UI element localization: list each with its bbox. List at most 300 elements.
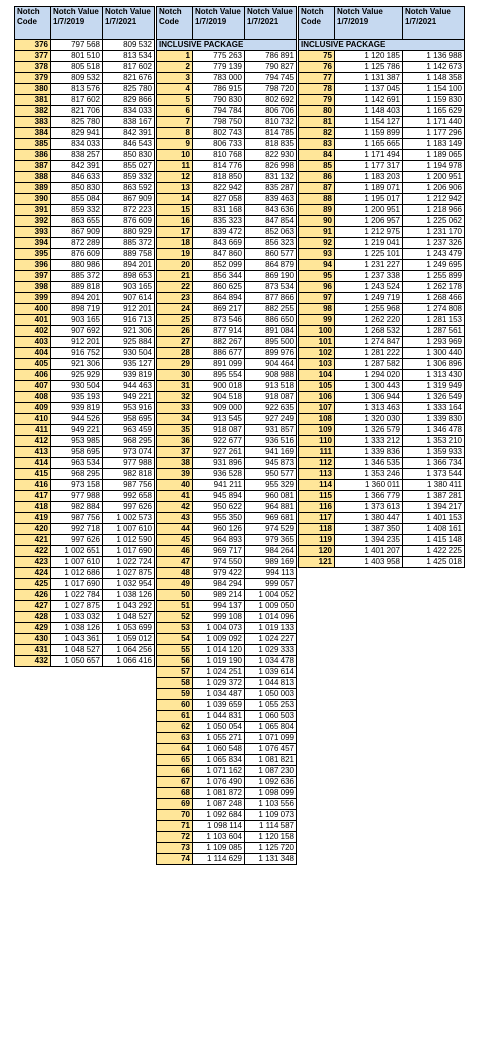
- value-2019-cell: 969 717: [193, 546, 245, 557]
- table-row: [299, 150, 465, 161]
- value-2021-cell: 1 109 073: [245, 810, 297, 821]
- table-row: [157, 788, 297, 799]
- value-2021-cell: 921 306: [103, 326, 155, 337]
- notch-code-cell: 426: [15, 590, 51, 601]
- notch-code-cell: 394: [15, 238, 51, 249]
- value-2019-cell: 1 120 185: [335, 51, 403, 62]
- value-2021-cell: 817 602: [103, 62, 155, 73]
- value-2019-cell: 797 568: [51, 40, 103, 51]
- value-2019-cell: 873 546: [193, 315, 245, 326]
- table-row: [157, 348, 297, 359]
- notch-code-cell: 429: [15, 623, 51, 634]
- value-2019-cell: 1 022 784: [51, 590, 103, 601]
- table-row: [15, 304, 155, 315]
- value-2019-cell: 1 131 387: [335, 73, 403, 84]
- notch-code-cell: 386: [15, 150, 51, 161]
- value-2019-cell: 964 893: [193, 535, 245, 546]
- value-2021-cell: 821 676: [103, 73, 155, 84]
- notch-code-cell: 37: [157, 447, 193, 458]
- value-2019-cell: 855 084: [51, 194, 103, 205]
- value-2019-cell: 818 850: [193, 172, 245, 183]
- notch-code-cell: 29: [157, 359, 193, 370]
- value-2019-cell: 814 776: [193, 161, 245, 172]
- table-row: [299, 469, 465, 480]
- notch-code-cell: 111: [299, 447, 335, 458]
- notch-code-cell: 8: [157, 128, 193, 139]
- value-2021-cell: 1 366 734: [403, 458, 465, 469]
- table-row: [157, 62, 297, 73]
- table-row: [299, 172, 465, 183]
- notch-code-cell: 15: [157, 205, 193, 216]
- value-2019-cell: 1 038 126: [51, 623, 103, 634]
- notch-code-cell: 68: [157, 788, 193, 799]
- value-2021-cell: 992 658: [103, 491, 155, 502]
- value-2021-cell: 1 394 217: [403, 502, 465, 513]
- table-row: [15, 579, 155, 590]
- value-2021-cell: 913 518: [245, 381, 297, 392]
- table-row: [157, 777, 297, 788]
- value-2021-cell: 1 039 614: [245, 667, 297, 678]
- value-2019-cell: 850 830: [51, 183, 103, 194]
- table-row: [157, 502, 297, 513]
- value-2021-cell: 843 636: [245, 205, 297, 216]
- notch-code-cell: 78: [299, 84, 335, 95]
- value-2019-cell: 885 372: [51, 271, 103, 282]
- notch-code-cell: 45: [157, 535, 193, 546]
- value-2021-cell: 1 319 949: [403, 381, 465, 392]
- value-2019-cell: 979 422: [193, 568, 245, 579]
- value-2019-cell: 860 625: [193, 282, 245, 293]
- value-2021-cell: 1 165 629: [403, 106, 465, 117]
- value-2021-cell: 1 007 610: [103, 524, 155, 535]
- table-row: [299, 414, 465, 425]
- notch-code-cell: 92: [299, 238, 335, 249]
- notch-code-cell: 390: [15, 194, 51, 205]
- header-value-2019: Notch Value 1/7/2019: [335, 7, 403, 40]
- notch-code-cell: 395: [15, 249, 51, 260]
- notch-code-cell: 27: [157, 337, 193, 348]
- value-2019-cell: 925 929: [51, 370, 103, 381]
- table-row: [299, 447, 465, 458]
- value-2021-cell: 1 053 699: [103, 623, 155, 634]
- table-row: [15, 612, 155, 623]
- notch-code-cell: 96: [299, 282, 335, 293]
- notch-code-cell: 101: [299, 337, 335, 348]
- header-notch-code: Notch Code: [15, 7, 51, 40]
- value-2019-cell: 1 148 403: [335, 106, 403, 117]
- header-notch-code: Notch Code: [299, 7, 335, 40]
- table-row: [157, 678, 297, 689]
- notch-code-cell: 90: [299, 216, 335, 227]
- value-2019-cell: 1 165 665: [335, 139, 403, 150]
- notch-code-cell: 59: [157, 689, 193, 700]
- notch-code-cell: 402: [15, 326, 51, 337]
- notch-code-cell: 88: [299, 194, 335, 205]
- value-2021-cell: 1 373 544: [403, 469, 465, 480]
- value-2021-cell: 809 532: [103, 40, 155, 51]
- value-2021-cell: 867 909: [103, 194, 155, 205]
- value-2021-cell: 1 401 153: [403, 513, 465, 524]
- notch-code-cell: 415: [15, 469, 51, 480]
- table-row: [157, 205, 297, 216]
- value-2021-cell: 963 459: [103, 425, 155, 436]
- value-2019-cell: 1 142 691: [335, 95, 403, 106]
- value-2019-cell: 1 055 271: [193, 733, 245, 744]
- table-row: [15, 524, 155, 535]
- value-2021-cell: 969 681: [245, 513, 297, 524]
- notch-code-cell: 14: [157, 194, 193, 205]
- value-2021-cell: 813 534: [103, 51, 155, 62]
- value-2019-cell: 801 510: [51, 51, 103, 62]
- notch-code-cell: 421: [15, 535, 51, 546]
- table-row: [157, 568, 297, 579]
- value-2019-cell: 953 985: [51, 436, 103, 447]
- value-2021-cell: 1 274 808: [403, 304, 465, 315]
- table-row: [157, 513, 297, 524]
- table-row: [157, 183, 297, 194]
- value-2021-cell: 1 359 933: [403, 447, 465, 458]
- table-row: [157, 304, 297, 315]
- table-row: [157, 381, 297, 392]
- value-2021-cell: 907 614: [103, 293, 155, 304]
- value-2021-cell: 1 059 012: [103, 634, 155, 645]
- value-2021-cell: 958 695: [103, 414, 155, 425]
- value-2021-cell: 873 534: [245, 282, 297, 293]
- value-2019-cell: 810 768: [193, 150, 245, 161]
- value-2021-cell: 814 785: [245, 128, 297, 139]
- table-row: [15, 502, 155, 513]
- value-2021-cell: 1 019 133: [245, 623, 297, 634]
- table-row: [299, 282, 465, 293]
- value-2019-cell: 945 894: [193, 491, 245, 502]
- table-row: [157, 711, 297, 722]
- value-2021-cell: 1 087 230: [245, 766, 297, 777]
- table-row: [299, 304, 465, 315]
- value-2019-cell: 936 528: [193, 469, 245, 480]
- table-row: [157, 843, 297, 854]
- table-row: [299, 403, 465, 414]
- notch-code-cell: 83: [299, 139, 335, 150]
- notch-code-cell: 418: [15, 502, 51, 513]
- notch-code-cell: 416: [15, 480, 51, 491]
- value-2021-cell: 1 060 503: [245, 711, 297, 722]
- table-row: [157, 733, 297, 744]
- value-2019-cell: 802 743: [193, 128, 245, 139]
- value-2019-cell: 909 000: [193, 403, 245, 414]
- value-2021-cell: 876 609: [103, 216, 155, 227]
- table-row: [15, 249, 155, 260]
- value-2021-cell: 889 758: [103, 249, 155, 260]
- table-row: [299, 227, 465, 238]
- table-row: [15, 535, 155, 546]
- table-row: [15, 326, 155, 337]
- notch-code-cell: 388: [15, 172, 51, 183]
- table-row: [15, 590, 155, 601]
- notch-code-cell: 77: [299, 73, 335, 84]
- table-row: [157, 359, 297, 370]
- notch-code-cell: 1: [157, 51, 193, 62]
- value-2021-cell: 1 380 411: [403, 480, 465, 491]
- table-row: [299, 337, 465, 348]
- value-2021-cell: 1 071 099: [245, 733, 297, 744]
- value-2019-cell: 1 159 899: [335, 128, 403, 139]
- notch-code-cell: 20: [157, 260, 193, 271]
- table-row: [157, 84, 297, 95]
- value-2021-cell: 891 084: [245, 326, 297, 337]
- notch-code-cell: 75: [299, 51, 335, 62]
- notch-code-cell: 419: [15, 513, 51, 524]
- value-2019-cell: 1 014 120: [193, 645, 245, 656]
- notch-code-cell: 391: [15, 205, 51, 216]
- value-2021-cell: 1 422 225: [403, 546, 465, 557]
- notch-table-3: [298, 6, 465, 568]
- notch-code-cell: 408: [15, 392, 51, 403]
- table-row: [157, 282, 297, 293]
- value-2019-cell: 1 366 779: [335, 491, 403, 502]
- value-2019-cell: 904 518: [193, 392, 245, 403]
- table-row: [15, 469, 155, 480]
- notch-code-cell: 4: [157, 84, 193, 95]
- notch-code-cell: 407: [15, 381, 51, 392]
- table-row: [15, 216, 155, 227]
- table-row: [299, 95, 465, 106]
- value-2019-cell: 1 394 235: [335, 535, 403, 546]
- table-row: [299, 392, 465, 403]
- table-row: [15, 403, 155, 414]
- table-row: [299, 370, 465, 381]
- notch-code-cell: 410: [15, 414, 51, 425]
- value-2021-cell: 968 295: [103, 436, 155, 447]
- notch-code-cell: 16: [157, 216, 193, 227]
- notch-code-cell: 58: [157, 678, 193, 689]
- value-2019-cell: 1 027 875: [51, 601, 103, 612]
- table-row: [15, 656, 155, 667]
- value-2021-cell: 1 425 018: [403, 557, 465, 568]
- notch-table-2: [156, 6, 297, 865]
- value-2021-cell: 953 916: [103, 403, 155, 414]
- notch-code-cell: 405: [15, 359, 51, 370]
- value-2019-cell: 921 306: [51, 359, 103, 370]
- value-2021-cell: 941 169: [245, 447, 297, 458]
- value-2019-cell: 1 103 604: [193, 832, 245, 843]
- value-2021-cell: 1 055 253: [245, 700, 297, 711]
- value-2021-cell: 1 081 821: [245, 755, 297, 766]
- notch-code-cell: 76: [299, 62, 335, 73]
- notch-code-cell: 63: [157, 733, 193, 744]
- table-row: [157, 337, 297, 348]
- value-2019-cell: 856 344: [193, 271, 245, 282]
- value-2021-cell: 949 221: [103, 392, 155, 403]
- value-2019-cell: 1 206 957: [335, 216, 403, 227]
- value-2021-cell: 1 225 062: [403, 216, 465, 227]
- value-2019-cell: 813 576: [51, 84, 103, 95]
- value-2021-cell: 1 154 100: [403, 84, 465, 95]
- value-2019-cell: 974 550: [193, 557, 245, 568]
- notch-code-cell: 119: [299, 535, 335, 546]
- value-2019-cell: 1 387 350: [335, 524, 403, 535]
- table-row: [157, 810, 297, 821]
- notch-code-cell: 65: [157, 755, 193, 766]
- notch-code-cell: 120: [299, 546, 335, 557]
- value-2021-cell: 1 120 158: [245, 832, 297, 843]
- value-2021-cell: 982 818: [103, 469, 155, 480]
- value-2019-cell: 1 019 190: [193, 656, 245, 667]
- value-2019-cell: 783 000: [193, 73, 245, 84]
- notch-code-cell: 422: [15, 546, 51, 557]
- table-row: [157, 557, 297, 568]
- value-2021-cell: 936 516: [245, 436, 297, 447]
- notch-table-1: [14, 6, 155, 667]
- notch-code-cell: 383: [15, 117, 51, 128]
- value-2019-cell: 1 081 872: [193, 788, 245, 799]
- value-2021-cell: 930 504: [103, 348, 155, 359]
- value-2021-cell: 826 998: [245, 161, 297, 172]
- value-2021-cell: 1 262 178: [403, 282, 465, 293]
- table-row: [299, 128, 465, 139]
- notch-code-cell: 26: [157, 326, 193, 337]
- table-row: [15, 62, 155, 73]
- table-row: [15, 161, 155, 172]
- notch-code-cell: 107: [299, 403, 335, 414]
- value-2021-cell: 1 300 440: [403, 348, 465, 359]
- notch-code-cell: 44: [157, 524, 193, 535]
- value-2019-cell: 847 860: [193, 249, 245, 260]
- value-2019-cell: 867 909: [51, 227, 103, 238]
- value-2021-cell: 1 002 573: [103, 513, 155, 524]
- notch-code-cell: 121: [299, 557, 335, 568]
- value-2021-cell: 1 206 906: [403, 183, 465, 194]
- table-row: [15, 480, 155, 491]
- table-row: [157, 645, 297, 656]
- notch-code-cell: 9: [157, 139, 193, 150]
- notch-code-cell: 86: [299, 172, 335, 183]
- value-2019-cell: 1 320 030: [335, 414, 403, 425]
- value-2021-cell: 1 218 966: [403, 205, 465, 216]
- value-2021-cell: 1 148 358: [403, 73, 465, 84]
- table-row: [15, 370, 155, 381]
- value-2021-cell: 950 577: [245, 469, 297, 480]
- notch-code-cell: 87: [299, 183, 335, 194]
- value-2021-cell: 1 142 673: [403, 62, 465, 73]
- table-row: [157, 436, 297, 447]
- value-2021-cell: 1 268 466: [403, 293, 465, 304]
- value-2021-cell: 1 200 951: [403, 172, 465, 183]
- notch-code-cell: 39: [157, 469, 193, 480]
- value-2021-cell: 846 543: [103, 139, 155, 150]
- table-row: [15, 73, 155, 84]
- value-2021-cell: 1 326 549: [403, 392, 465, 403]
- notch-code-cell: 400: [15, 304, 51, 315]
- notch-code-cell: 401: [15, 315, 51, 326]
- notch-code-cell: 404: [15, 348, 51, 359]
- table-row: [157, 128, 297, 139]
- value-2021-cell: 1 012 590: [103, 535, 155, 546]
- value-2019-cell: 790 830: [193, 95, 245, 106]
- notch-code-cell: 33: [157, 403, 193, 414]
- notch-code-cell: 56: [157, 656, 193, 667]
- value-2021-cell: 964 881: [245, 502, 297, 513]
- value-2019-cell: 1 333 212: [335, 436, 403, 447]
- table-row: [15, 40, 155, 51]
- notch-code-cell: 414: [15, 458, 51, 469]
- value-2019-cell: 1 326 579: [335, 425, 403, 436]
- value-2019-cell: 960 126: [193, 524, 245, 535]
- value-2021-cell: 863 592: [103, 183, 155, 194]
- notch-code-cell: 43: [157, 513, 193, 524]
- notch-code-cell: 47: [157, 557, 193, 568]
- value-2021-cell: 1 017 690: [103, 546, 155, 557]
- table-row: [299, 216, 465, 227]
- value-2021-cell: 882 255: [245, 304, 297, 315]
- value-2019-cell: 1 125 786: [335, 62, 403, 73]
- notch-code-cell: 403: [15, 337, 51, 348]
- value-2019-cell: 907 692: [51, 326, 103, 337]
- value-2021-cell: 977 988: [103, 458, 155, 469]
- value-2019-cell: 935 193: [51, 392, 103, 403]
- table-row: [15, 150, 155, 161]
- value-2021-cell: 908 988: [245, 370, 297, 381]
- table-row: [299, 557, 465, 568]
- value-2021-cell: 839 463: [245, 194, 297, 205]
- value-2019-cell: 1 231 227: [335, 260, 403, 271]
- table-row: [15, 645, 155, 656]
- notch-code-cell: 40: [157, 480, 193, 491]
- value-2019-cell: 922 677: [193, 436, 245, 447]
- table-row: [299, 62, 465, 73]
- table-row: [157, 667, 297, 678]
- notch-code-cell: 423: [15, 557, 51, 568]
- value-2019-cell: 886 677: [193, 348, 245, 359]
- value-2021-cell: 835 287: [245, 183, 297, 194]
- table-row: [157, 216, 297, 227]
- value-2019-cell: 876 609: [51, 249, 103, 260]
- notch-code-cell: 397: [15, 271, 51, 282]
- value-2021-cell: 818 835: [245, 139, 297, 150]
- table-row: [15, 260, 155, 271]
- value-2019-cell: 894 201: [51, 293, 103, 304]
- value-2021-cell: 1 293 969: [403, 337, 465, 348]
- notch-code-cell: 417: [15, 491, 51, 502]
- value-2021-cell: 886 650: [245, 315, 297, 326]
- value-2021-cell: 973 074: [103, 447, 155, 458]
- table-row: [15, 139, 155, 150]
- value-2021-cell: 842 391: [103, 128, 155, 139]
- notch-code-cell: 105: [299, 381, 335, 392]
- table-row: [15, 183, 155, 194]
- table-row: [299, 513, 465, 524]
- notch-code-cell: 5: [157, 95, 193, 106]
- value-2019-cell: 821 706: [51, 106, 103, 117]
- value-2021-cell: 1 306 896: [403, 359, 465, 370]
- notch-code-cell: 36: [157, 436, 193, 447]
- value-2019-cell: 1 034 487: [193, 689, 245, 700]
- value-2021-cell: 1 048 527: [103, 612, 155, 623]
- value-2019-cell: 1 401 207: [335, 546, 403, 557]
- value-2019-cell: 1 171 494: [335, 150, 403, 161]
- value-2019-cell: 1 044 831: [193, 711, 245, 722]
- table-row: [15, 227, 155, 238]
- value-2021-cell: 989 169: [245, 557, 297, 568]
- value-2021-cell: 806 706: [245, 106, 297, 117]
- value-2019-cell: 1 346 535: [335, 458, 403, 469]
- value-2019-cell: 1 060 548: [193, 744, 245, 755]
- value-2021-cell: 794 745: [245, 73, 297, 84]
- table-row: [15, 381, 155, 392]
- value-2019-cell: 1 255 968: [335, 304, 403, 315]
- value-2019-cell: 927 261: [193, 447, 245, 458]
- notch-code-cell: 61: [157, 711, 193, 722]
- notch-code-cell: 113: [299, 469, 335, 480]
